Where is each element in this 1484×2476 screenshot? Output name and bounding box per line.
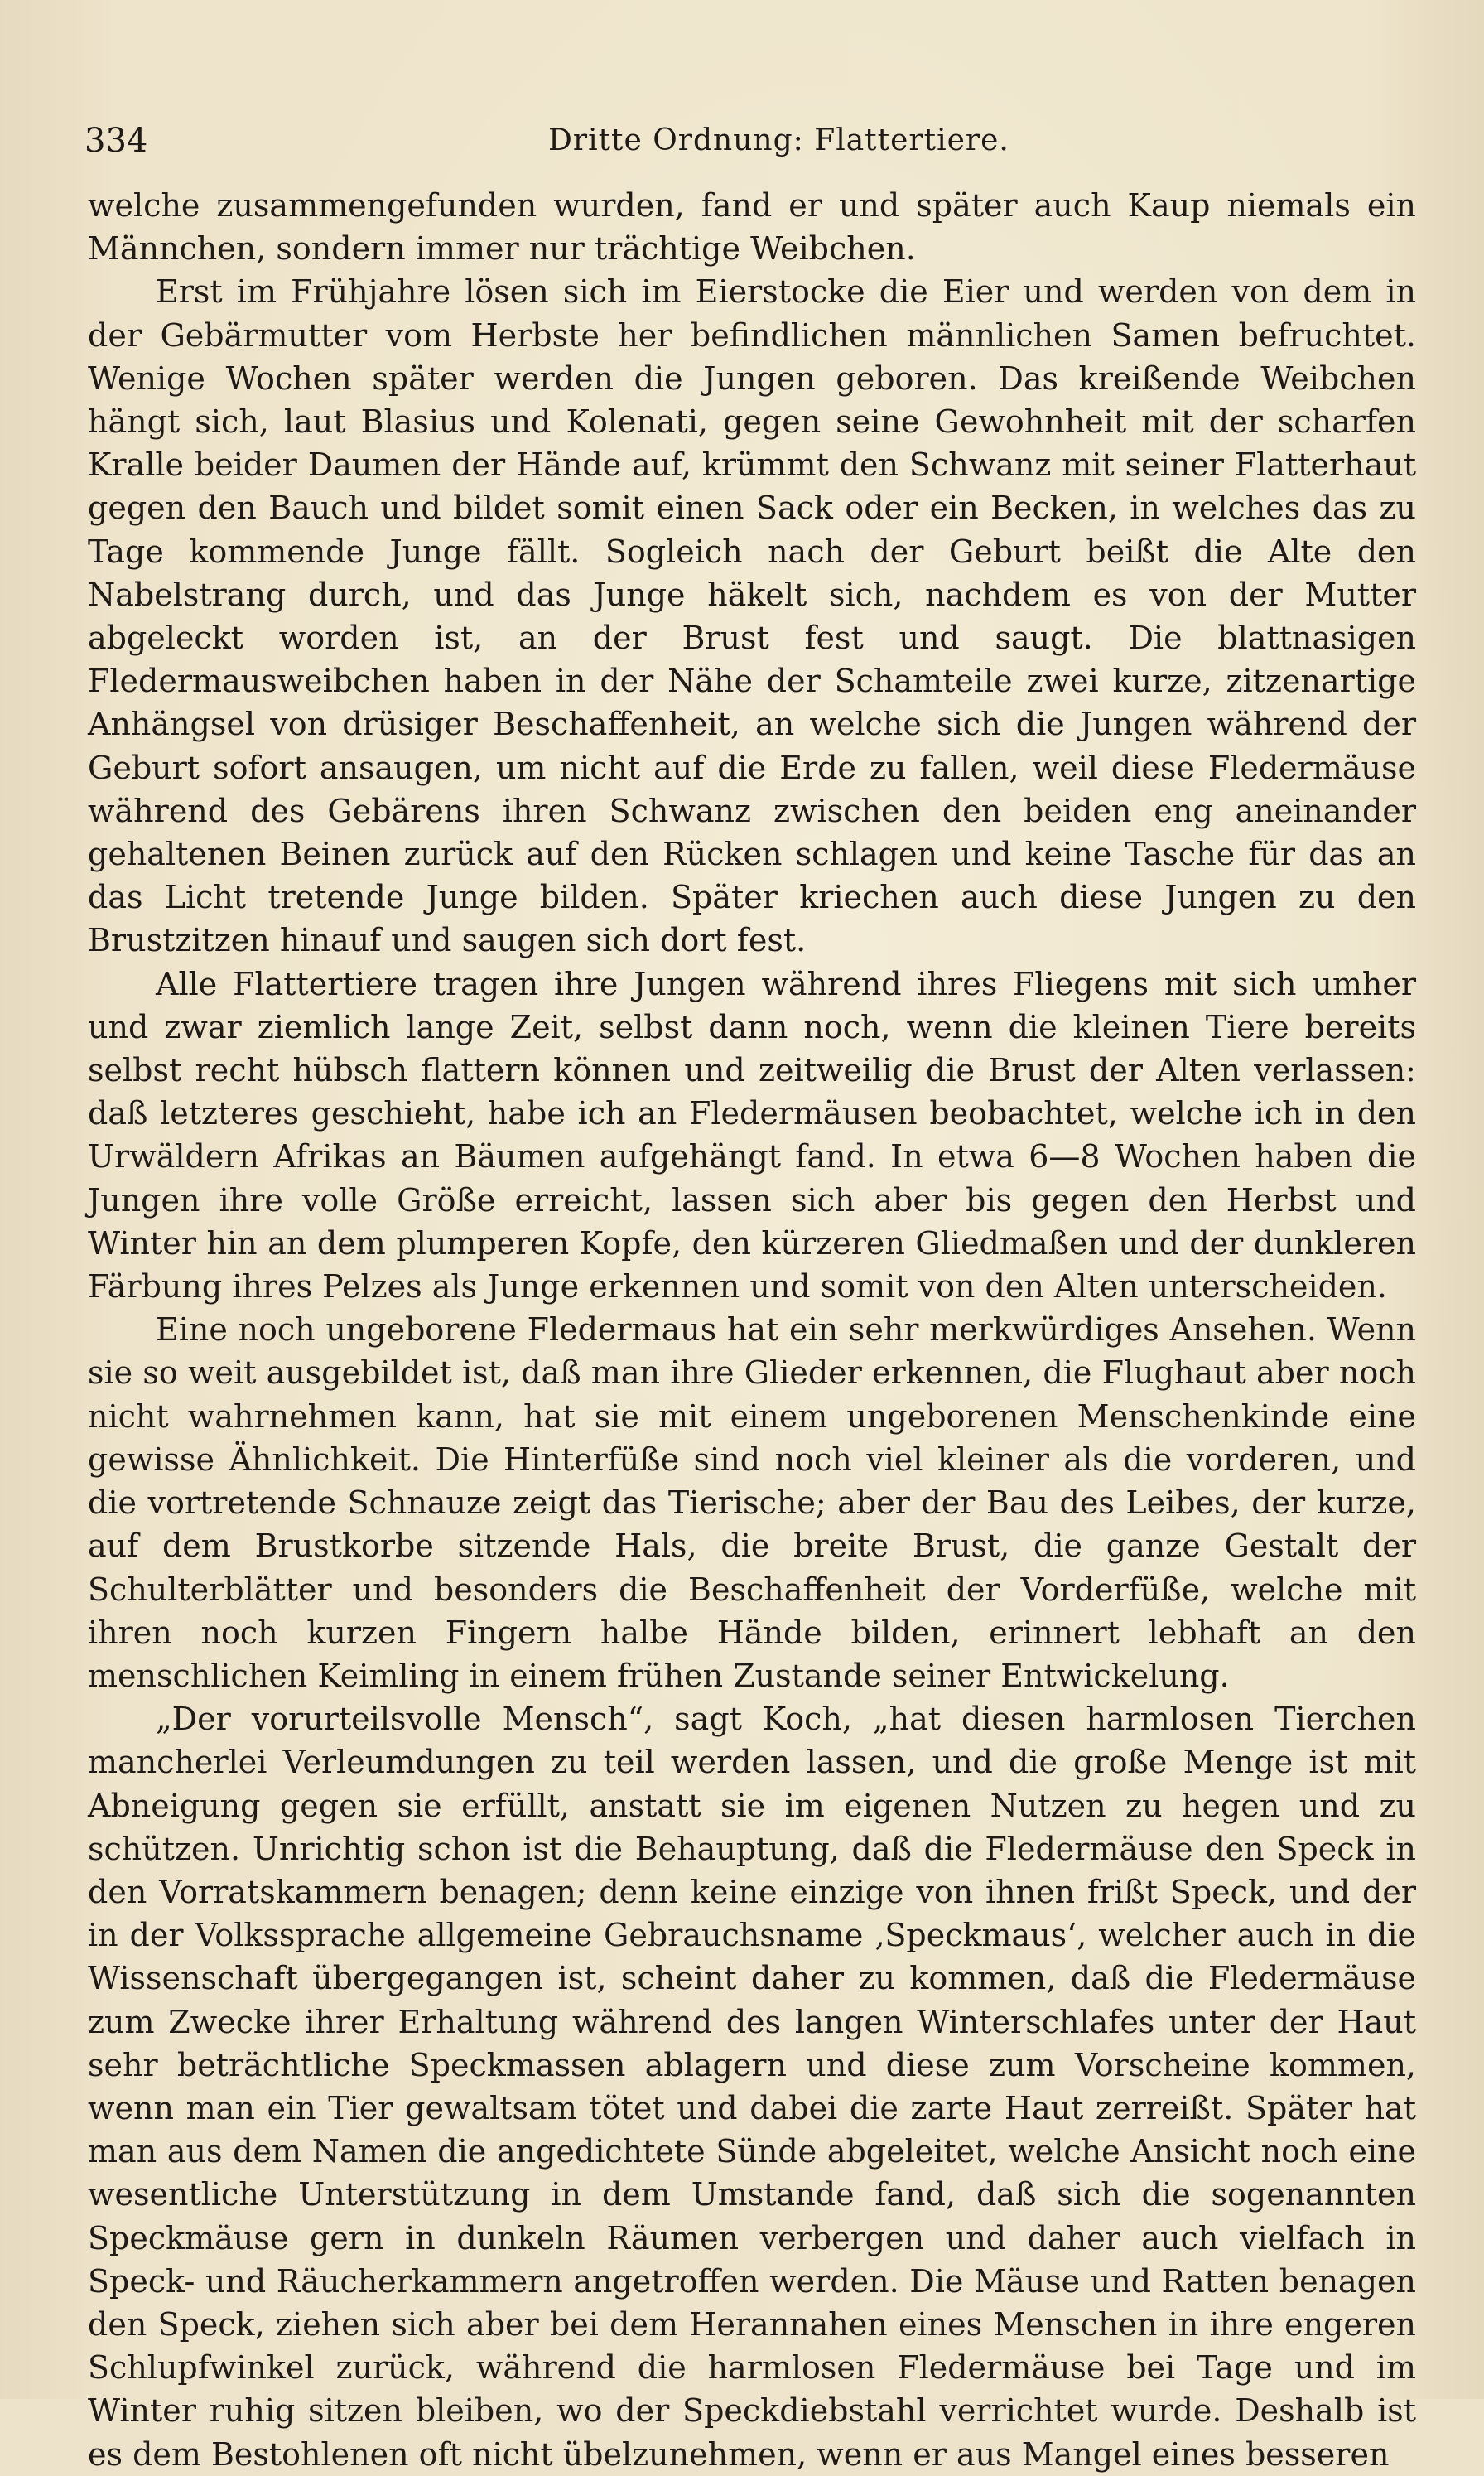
paragraph	[88, 184, 1416, 270]
paragraph-text: Alle Flattertiere tragen ihre Jungen während ihres Fliegens mit sich umher und zwar ziemlich lange Zeit, selbst dann noch, wenn die kleinen Tiere bereits selbst recht hübsch flattern können und zeitweilig die Brust der Alten verlassen: daß letzteres geschieht, habe ich an Fledermäusen beobachtet, welche ich in den Urwäldern Afrikas an Bäumen aufgehängt fand. In etwa 6—8 Wochen haben die Jungen ihre volle Größe erreicht, lassen sich aber bis gegen den Herbst und Winter hin an dem plumperen Kopfe, den kürzeren Gliedmaßen und der dunkleren Färbung ihres Pelzes als Junge erkennen und somit von den Alten unterscheiden.	[88, 965, 1416, 1306]
paragraph	[88, 270, 1416, 962]
paragraph-text: „Der vorurteilsvolle Mensch“, sagt Koch, „hat diesen harmlosen Tierchen mancherlei Verleumdungen zu teil werden lassen, und die große Menge ist mit Abneigung gegen sie erfüllt, anstatt sie im eigenen Nutzen zu hegen und zu schützen. Unrichtig schon ist die Behauptung, daß die Fledermäuse den Speck in den Vorratskammern benagen; denn keine einzige von ihnen frißt Speck, und der in der Volkssprache allgemeine Gebrauchsname ‚Speckmaus‘, welcher auch in die Wissenschaft übergegangen ist, scheint daher zu kommen, daß die Fledermäuse zum Zwecke ihrer Erhaltung während des langen Winterschlafes unter der Haut sehr beträchtliche Speckmassen ablagern und diese zum Vorscheine kommen, wenn man ein Tier gewaltsam tötet und dabei die zarte Haut zerreißt. Später hat man aus dem Namen die angedichtete Sünde abgeleitet, welche Ansicht noch eine wesentliche Unterstützung in dem Umstande fand, daß sich die sogenannten Speckmäuse gern in dunkeln Räumen verbergen und daher auch vielfach in Speck- und Räucherkammern angetroffen werden. Die Mäuse und Ratten benagen den Speck, ziehen sich aber bei dem Herannahen eines Menschen in ihre engeren Schlupfwinkel zurück, während die harmlosen Fledermäuse bei Tage und im Winter ruhig sitzen bleiben, wo der Speckdiebstahl verrichtet wurde. Deshalb ist es dem Bestohlenen oft nicht übelzunehmen, wenn er aus Mangel eines besseren	[88, 1701, 1416, 2473]
paragraph	[88, 1308, 1416, 1697]
page-header	[84, 113, 1418, 162]
page-number: 334	[84, 122, 148, 160]
paragraph-text: welche zusammengefunden wurden, fand er und später auch Kaup niemals ein Männchen, sondern immer nur trächtige Weibchen.	[88, 187, 1416, 268]
paragraph-text: Eine noch ungeborene Fledermaus hat ein sehr merkwürdiges Ansehen. Wenn sie so weit ausgebildet ist, daß man ihre Glieder erkennen, die Flughaut aber noch nicht wahrnehmen kann, hat sie mit einem ungeborenen Menschenkinde eine gewisse Ähnlichkeit. Die Hinterfüße sind noch viel kleiner als die vorderen, und die vortretende Schnauze zeigt das Tierische; aber der Bau des Leibes, der kurze, auf dem Brustkorbe sitzende Hals, die breite Brust, die ganze Gestalt der Schulterblätter und besonders die Beschaffenheit der Vorderfüße, welche mit ihren noch kurzen Fingern halbe Hände bilden, erinnert lebhaft an den menschlichen Keimling in einem frühen Zustande seiner Entwickelung.	[88, 1311, 1416, 1694]
body-text	[88, 184, 1416, 2476]
paragraph-text: Erst im Frühjahre lösen sich im Eierstocke die Eier und werden von dem in der Gebärmutter vom Herbste her befindlichen männlichen Samen befruchtet. Wenige Wochen später werden die Jungen geboren. Das kreißende Weibchen hängt sich, laut Blasius und Kolenati, gegen seine Gewohnheit mit der scharfen Kralle beider Daumen der Hände auf, krümmt den Schwanz mit seiner Flatterhaut gegen den Bauch und bildet somit einen Sack oder ein Becken, in welches das zu Tage kommende Junge fällt. Sogleich nach der Geburt beißt die Alte den Nabelstrang durch, und das Junge häkelt sich, nachdem es von der Mutter abgeleckt worden ist, an der Brust fest und saugt. Die blattnasigen Fledermausweibchen haben in der Nähe der Schamteile zwei kurze, zitzenartige Anhängsel von drüsiger Beschaffenheit, an welche sich die Jungen während der Geburt sofort ansaugen, um nicht auf die Erde zu fallen, weil diese Fledermäuse während des Gebärens ihren Schwanz zwischen den beiden eng aneinander gehaltenen Beinen zurück auf den Rücken schlagen und keine Tasche für das an das Licht tretende Junge bilden. Später kriechen auch diese Jungen zu den Brustzitzen hinauf und saugen sich dort fest.	[88, 273, 1416, 959]
paragraph	[88, 1697, 1416, 2476]
paragraph	[88, 963, 1416, 1309]
running-head: Dritte Ordnung: Flattertiere.	[548, 123, 1009, 157]
